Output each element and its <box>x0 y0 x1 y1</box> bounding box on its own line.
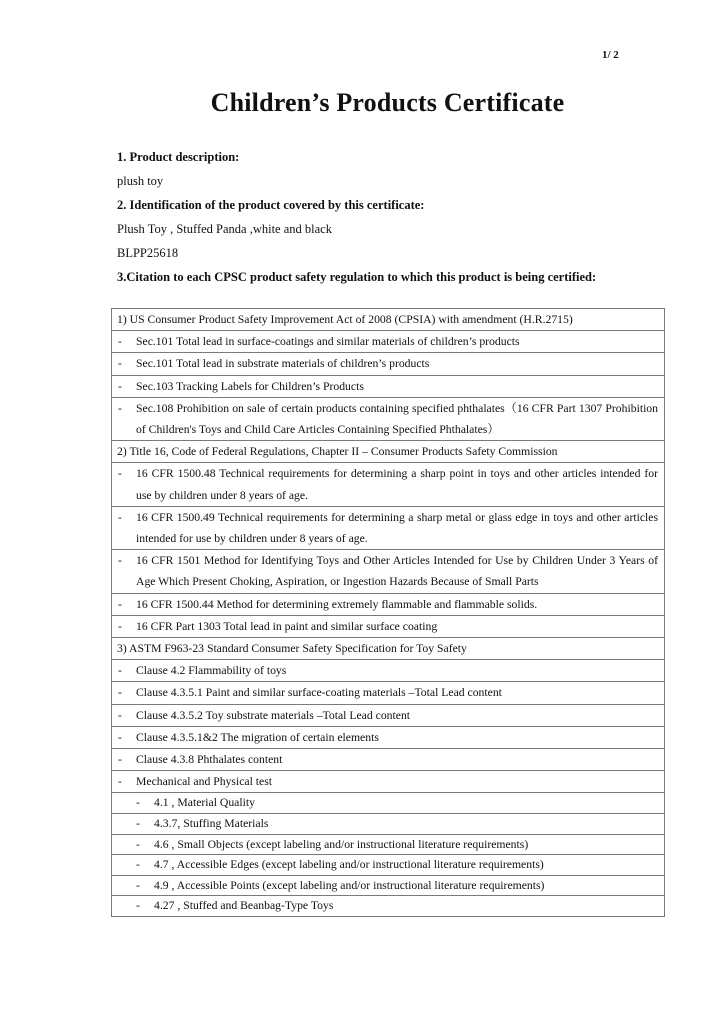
table-row <box>112 593 665 615</box>
section3-heading: 3.Citation to each CPSC product safety regulation to which this product is being certified: <box>117 270 597 284</box>
table-row <box>112 875 665 896</box>
table-row <box>112 749 665 771</box>
dash: - <box>118 401 122 415</box>
page-title: Children’s Products Certificate <box>210 88 565 117</box>
table-row <box>112 309 665 331</box>
table-row <box>112 550 665 593</box>
dash: - <box>136 796 140 810</box>
regulation-item: Sec.108 Prohibition on sale of certain products containing specified phthalates（16 CFR Part 1307 Prohibition of Children's Toys and Child Care Articles Containing Specified Phthalates） <box>136 401 658 437</box>
regulation-item: Sec.101 Total lead in surface-coatings and similar materials of children’s products <box>136 335 520 349</box>
table-row <box>112 397 665 440</box>
regulation-item: Clause 4.3.5.2 Toy substrate materials –Total Lead content <box>136 708 411 722</box>
table-row <box>112 506 665 549</box>
table-row <box>112 375 665 397</box>
table-row <box>112 682 665 704</box>
dash: - <box>118 775 122 789</box>
test-subitem: 4.9 , Accessible Points (except labeling and/or instructional literature requirements) <box>154 878 545 892</box>
table-row <box>112 353 665 375</box>
dash: - <box>136 858 140 872</box>
dash: - <box>136 878 140 892</box>
regulation-item: Clause 4.3.5.1 Paint and similar surface-coating materials –Total Lead content <box>136 686 502 700</box>
dash: - <box>118 335 122 349</box>
test-subitem: 4.7 , Accessible Edges (except labeling and/or instructional literature requirements) <box>154 858 544 872</box>
dash: - <box>118 686 122 700</box>
test-subitem: 4.1 , Material Quality <box>154 796 255 810</box>
dash: - <box>118 708 122 722</box>
dash: - <box>118 467 122 481</box>
product-code: BLPP25618 <box>117 246 179 260</box>
section1-heading: 1. Product description: <box>117 150 240 164</box>
table-row <box>112 793 665 814</box>
dash: - <box>118 379 122 393</box>
regulation-item: Clause 4.3.5.1&2 The migration of certain elements <box>136 730 379 744</box>
regulation-item: 16 CFR 1500.44 Method for determining extremely flammable and flammable solids. <box>136 597 538 611</box>
table-row <box>112 660 665 682</box>
test-subitem: 4.6 , Small Objects (except labeling and/or instructional literature requirements) <box>154 837 529 851</box>
dash: - <box>118 619 122 633</box>
dash: - <box>118 664 122 678</box>
table-row <box>112 638 665 660</box>
dash: - <box>118 753 122 767</box>
dash: - <box>118 357 122 371</box>
regulation-item: Sec.101 Total lead in substrate materials of children’s products <box>136 357 430 371</box>
regulation-item: 16 CFR Part 1303 Total lead in paint and similar surface coating <box>136 619 438 633</box>
dash: - <box>118 730 122 744</box>
dash: - <box>136 837 140 851</box>
page-number: 1/ 2 <box>602 49 619 61</box>
table-row <box>112 855 665 876</box>
dash: - <box>136 899 140 913</box>
table-row <box>112 896 665 917</box>
table-row <box>112 771 665 793</box>
dash: - <box>118 597 122 611</box>
group-header: 3) ASTM F963-23 Standard Consumer Safety Specification for Toy Safety <box>112 638 665 660</box>
group-header: 1) US Consumer Product Safety Improvement Act of 2008 (CPSIA) with amendment (H.R.2715) <box>112 309 665 331</box>
dash: - <box>118 510 122 524</box>
table-row <box>112 463 665 506</box>
regulation-item: 16 CFR 1501 Method for Identifying Toys and Other Articles Intended for Use by Children Under 3 Years of Age Which Present Choking, Aspiration, or Ingestion Hazards Because of Small Parts <box>136 554 658 589</box>
regulations-table <box>111 308 665 917</box>
table-row <box>112 441 665 463</box>
dash: - <box>118 554 122 568</box>
table-row <box>112 615 665 637</box>
dash: - <box>136 817 140 831</box>
group-header: 2) Title 16, Code of Federal Regulations, Chapter II – Consumer Products Safety Commission <box>112 441 665 463</box>
section2-heading: 2. Identification of the product covered by this certificate: <box>117 198 425 212</box>
table-row <box>112 704 665 726</box>
table-row <box>112 814 665 835</box>
test-subitem: 4.3.7, Stuffing Materials <box>154 817 269 831</box>
product-description: plush toy <box>117 174 164 188</box>
regulation-item: Sec.103 Tracking Labels for Children’s Products <box>136 379 364 393</box>
test-subitem: 4.27 , Stuffed and Beanbag-Type Toys <box>154 899 334 913</box>
table-row <box>112 331 665 353</box>
regulation-item: 16 CFR 1500.48 Technical requirements for determining a sharp point in toys and other articles intended for use by children under 8 years of age. <box>136 467 658 502</box>
product-identification: Plush Toy , Stuffed Panda ,white and black <box>117 222 332 236</box>
regulation-item: Clause 4.2 Flammability of toys <box>136 664 287 678</box>
table-row <box>112 726 665 748</box>
regulation-item: 16 CFR 1500.49 Technical requirements for determining a sharp metal or glass edge in toys and other articles intended for use by children under 8 years of age. <box>136 510 658 546</box>
table-row <box>112 834 665 855</box>
regulation-item: Mechanical and Physical test <box>136 775 272 789</box>
regulation-item: Clause 4.3.8 Phthalates content <box>136 753 283 767</box>
